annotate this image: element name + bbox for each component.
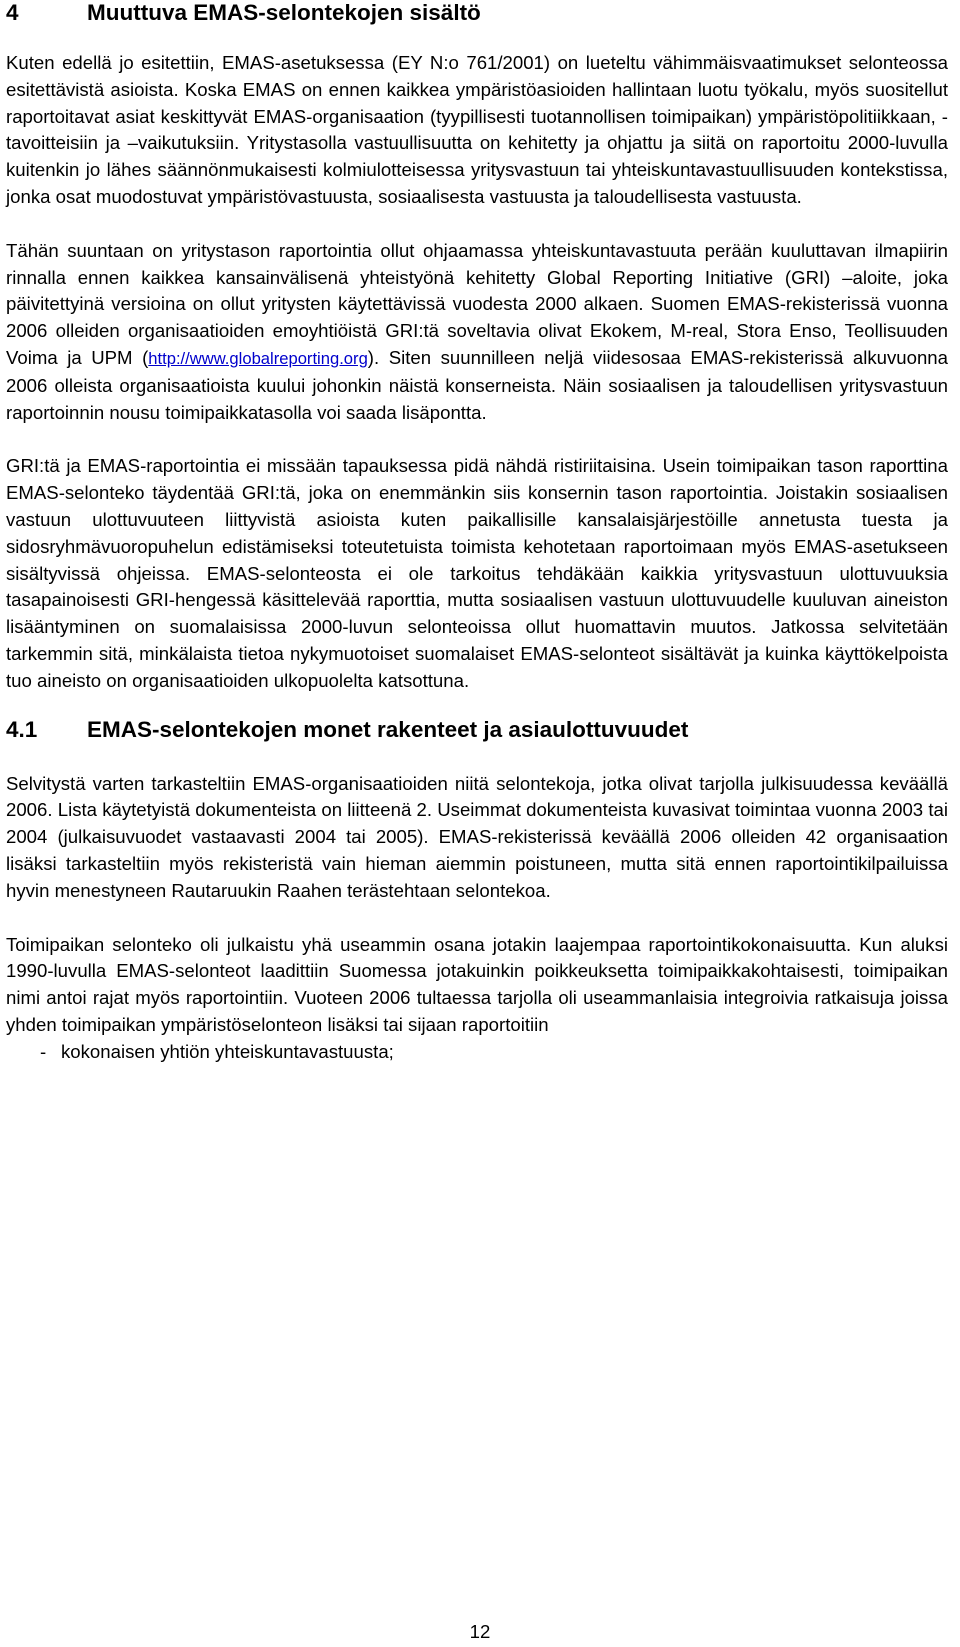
paragraph-3: GRI:tä ja EMAS-raportointia ei missään tapauksessa pidä nähdä ristiriitaisina. Usein toimipaikan tason raporttina EMAS-selonteko täydentää GRI:tä, joka on enemmänkin siis konsernin tason raportointia. Joistakin sosiaalisen vastuun ulottuvuuteen liittyvistä asioista kuten paikallisille kansalaisjärjestöille annetusta tuesta ja sidosryhmävuoropuhelun edistämiseksi toteutetuista toimista kehotetaan raportoimaan myös EMAS-asetukseen sisältyvissä ohjeissa. EMAS-selonteosta ei ole tarkoitus tehdäkään kaikkia yritysvastuun ulottuvuuksia tasapainoisesti GRI-hengessä käsittelevää raporttia, mutta sosiaalisen vastuun ulottuvuudelle kuuluvan aineiston lisääntyminen on suomalaisissa 2000-luvun selonteoissa ollut huomattavin muutos. Jatkossa selvitetään tarkemmin sitä, minkälaista tietoa nykymuotoiset suomalaiset EMAS-selonteot sisältävät ja kuinka käyttökelpoista tuo aineisto on organisaatioiden ulkopuolelta katsottuna. [6,455,948,691]
subsection-number: 4.1 [6,716,38,742]
list-item-text: kokonaisen yhtiön yhteiskuntavastuusta; [61,1040,394,1062]
paragraph-2 [6,238,948,427]
section-number: 4 [6,0,19,25]
paragraph-1: Kuten edellä jo esitettiin, EMAS-asetuksessa (EY N:o 761/2001) on lueteltu vähimmäisvaatimukset selonteossa esitettävistä asioista. Koska EMAS on ennen kaikkea ympäristöasioiden hallintaan luotu työkalu, myös suositellut raportoitavat asiat keskittyvät EMAS-organisaation (tyypillisesti tuotannollisen toimipaikan) ympäristöpolitiikkaan, -tavoitteisiin ja –vaikutuksiin. Yritystasolla vastuullisuutta on kehitetty ja ohjattu ja siitä on raportoitu 2000-luvulla kuitenkin jo lähes säännönmukaisesti kolmiulotteisessa yritysvastuun tai yhteiskuntavastuullisuuden kontekstissa, jonka osat muodostuvat ympäristövastuusta, sosiaalisesta vastuusta ja taloudellisesta vastuusta. [6,52,948,207]
list-item [6,1039,948,1066]
subsection-title: EMAS-selontekojen monet rakenteet ja asiaulottuvuudet [87,716,689,742]
paragraph-4: Selvitystä varten tarkasteltiin EMAS-organisaatioiden niitä selontekoja, jotka olivat tarjolla julkisuudessa keväällä 2006. Lista käytetyistä dokumenteista on liitteenä 2. Useimmat dokumenteista kuvasivat toimintaa vuonna 2003 tai 2004 (julkaisuvuodet vastaavasti 2004 tai 2005). EMAS-rekisterissä keväällä 2006 olleiden 42 organisaation lisäksi tarkasteltiin myös rekisteristä vain hieman aiemmin poistuneen, mutta sitä ennen raportointikilpailuissa hyvin menestyneen Rautaruukin Raahen terästehtaan selontekoa. [6,772,948,901]
paragraph-2-text-b: ). Siten suunnilleen neljä viidesosaa EMAS-rekisterissä alkuvuonna 2006 olleista organisaatioista kuului johonkin näistä konserneista. Näin sosiaalisen ja taloudellisen yritysvastuun raportoinnin nousu toimipaikkatasolla voi saada lisäpontta. [6,346,948,423]
subsection-heading [6,716,948,744]
list-item-dash: - [40,1040,47,1062]
section-title: Muuttuva EMAS-selontekojen sisältö [87,0,481,25]
document-page [6,0,948,1066]
paragraph-2-text-a: Tähän suuntaan on yritystason raportointia ollut ohjaamassa yhteiskuntavastuuta perään kuuluttavan ilmapiirin rinnalla ennen kaikkea kansainvälisenä yhteistyönä kehitetty Global Reporting Initiative (GRI) –aloite, joka päivitettyinä versioina on ollut yritysten käytettävissä vuodesta 2000 alkaen. Suomen EMAS-rekisterissä vuonna 2006 olleiden organisaatioiden emoyhtiöistä GRI:tä soveltavia olivat Ekokem, M-real, Stora Enso, Teollisuuden Voima ja UPM ( [6,239,948,368]
globalreporting-link[interactable]: http://www.globalreporting.org [148,348,368,368]
section-heading [6,0,948,27]
page-number: 12 [469,1621,491,1642]
paragraph-5: Toimipaikan selonteko oli julkaistu yhä useammin osana jotakin laajempaa raportointikokonaisuutta. Kun aluksi 1990-luvulla EMAS-selonteot laadittiin Suomessa jotakuinkin poikkeuksetta toimipaikkakohtaisesti, toimipaikan nimi antoi rajat myös raportointiin. Vuoteen 2006 tultaessa tarjolla oli useammanlaisia integroivia ratkaisuja joissa yhden toimipaikan ympäristöselonteon lisäksi tai sijaan raportoitiin [6,933,948,1035]
